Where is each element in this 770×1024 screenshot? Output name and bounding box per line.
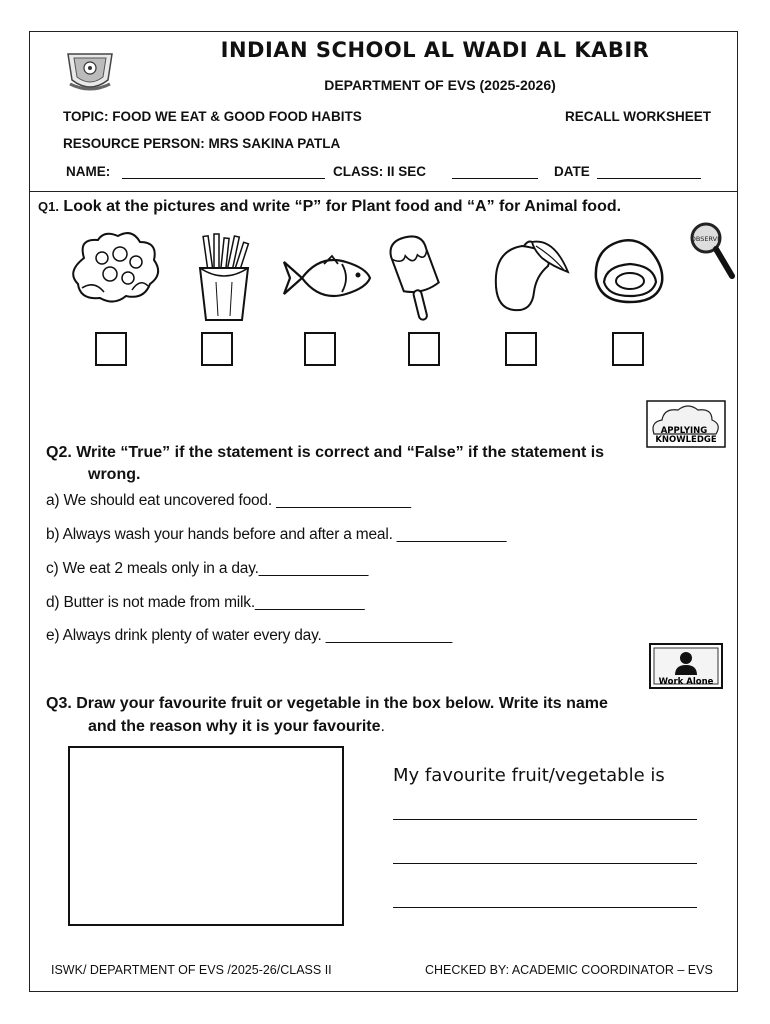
- answer-box-cauliflower[interactable]: [95, 332, 127, 366]
- french-fries-icon: [194, 232, 254, 322]
- footer-left: ISWK/ DEPARTMENT OF EVS /2025-26/CLASS II: [51, 963, 332, 977]
- q1-text: Look at the pictures and write “P” for Plant food and “A” for Animal food.: [63, 198, 622, 215]
- statement-d: d) Butter is not made from milk._____________: [46, 594, 365, 611]
- statement-c: c) We eat 2 meals only in a day._____________: [46, 560, 369, 577]
- mango-icon: [492, 236, 572, 314]
- answer-box-egg[interactable]: [612, 332, 644, 366]
- school-logo-icon: [62, 50, 118, 94]
- q3-heading-line1: Q3. Draw your favourite fruit or vegetable in the box below. Write its name: [46, 695, 608, 712]
- footer-right: CHECKED BY: ACADEMIC COORDINATOR – EVS: [425, 963, 713, 977]
- school-name: INDIAN SCHOOL AL WADI AL KABIR: [220, 38, 650, 62]
- resource-person: RESOURCE PERSON: MRS SAKINA PATLA: [63, 136, 341, 151]
- applying-knowledge-badge-icon: [646, 400, 726, 448]
- statement-a: a) We should eat uncovered food. ________________: [46, 492, 411, 509]
- topic-label: TOPIC: FOOD WE EAT & GOOD FOOD HABITS: [63, 109, 362, 124]
- q3-heading-line2-text: and the reason why it is your favourite: [88, 718, 381, 735]
- worksheet-type: RECALL WORKSHEET: [565, 109, 712, 124]
- work-alone-badge-icon: [649, 643, 723, 689]
- q2-heading-line1: Q2. Write “True” if the statement is correct and “False” if the statement is: [46, 444, 605, 461]
- class-section-field[interactable]: [452, 178, 538, 179]
- q1-number: Q1.: [38, 199, 59, 214]
- favourite-prompt: My favourite fruit/vegetable is: [393, 765, 665, 786]
- class-label: CLASS: II SEC: [333, 164, 427, 179]
- favourite-answer-line-2[interactable]: [393, 863, 697, 864]
- date-label: DATE: [554, 164, 590, 179]
- drawing-box[interactable]: [68, 746, 344, 926]
- statement-e: e) Always drink plenty of water every day. _______________: [46, 627, 453, 644]
- fish-icon: [280, 252, 374, 304]
- q2-heading-line2: wrong.: [88, 466, 141, 483]
- work-alone-label: Work Alone: [658, 677, 714, 687]
- observe-label: OBSERVE: [690, 235, 722, 243]
- boiled-egg-icon: [592, 236, 670, 306]
- favourite-answer-line-3[interactable]: [393, 907, 697, 908]
- name-label: NAME:: [66, 164, 111, 179]
- applying-label: APPLYING: [660, 426, 708, 436]
- date-field[interactable]: [597, 178, 701, 179]
- knowledge-label: KNOWLEDGE: [655, 435, 717, 445]
- answer-box-mango[interactable]: [505, 332, 537, 366]
- statement-b: b) Always wash your hands before and after a meal. _____________: [46, 526, 507, 543]
- favourite-answer-line-1[interactable]: [393, 819, 697, 820]
- ice-cream-icon: [386, 232, 444, 324]
- q3-heading-period: .: [380, 718, 385, 735]
- cauliflower-icon: [64, 228, 168, 308]
- name-field[interactable]: [122, 178, 325, 179]
- answer-box-fish[interactable]: [304, 332, 336, 366]
- answer-box-fries[interactable]: [201, 332, 233, 366]
- q3-heading-line2: [88, 718, 385, 736]
- q1-heading: [38, 198, 621, 216]
- department-title: DEPARTMENT OF EVS (2025-2026): [324, 77, 556, 93]
- answer-box-ice-cream[interactable]: [408, 332, 440, 366]
- header-divider: [29, 191, 738, 192]
- observe-magnifier-icon: [688, 222, 736, 280]
